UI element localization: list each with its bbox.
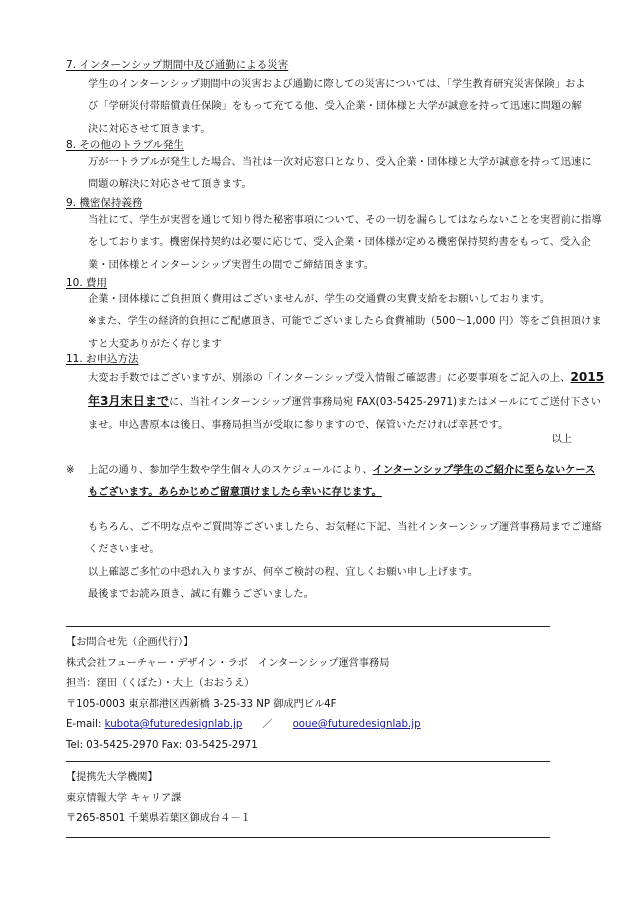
text-line: 企業・団体様にご負担頂く費用はございませんが、学生の交通費の実費支給をお願いしております。: [88, 294, 551, 305]
text-line: もございます。あらかじめご留意頂けましたら幸いに存じます。: [88, 487, 382, 498]
email-label: E-mail:: [66, 719, 105, 730]
section-heading-8: 8. その他のトラブル発生: [66, 139, 184, 151]
section-heading-7: 7. インターンシップ期間中及び通勤による災害: [66, 59, 289, 71]
email-link-ooue[interactable]: ooue@futuredesignlab.jp: [292, 719, 421, 730]
text-line: ※また、学生の経済的負担にご配慮頂き、可能でございましたら食費補助（500～1,000 円）等をご負担頂けま: [88, 316, 602, 328]
partner-title: 【提携先大学機関】: [66, 772, 158, 783]
contact-address: 〒105-0003 東京都港区西新橋 3-25-33 NP 御成門ビル4F: [66, 698, 337, 710]
section-body-11: [88, 366, 605, 437]
text-run: 大変お手数ではございますが、別添の「インターンシップ受入情報ご確認書」に必要事項をご記入の上、: [88, 373, 571, 384]
section-heading-11: 11. お申込方法: [66, 353, 139, 365]
note-text: [88, 460, 596, 504]
email-link-kubota[interactable]: kubota@futuredesignlab.jp: [104, 719, 243, 730]
partner-name: 東京情報大学 キャリア課: [66, 792, 182, 804]
partner-address: 〒265-8501 千葉県若葉区御成台４－１: [66, 813, 251, 824]
divider: [66, 761, 550, 762]
text-run: 上記の通り、参加学生数や学生個々人のスケジュールにより、: [88, 465, 373, 476]
deadline-date: 年3月末日まで: [88, 394, 170, 409]
text-run: に、当社インターンシップ運営事務局宛 FAX(03-5425-2971)またはメールにてご送付下さい: [169, 397, 602, 409]
email-separator: ／: [262, 719, 273, 730]
contact-company: 株式会社フューチャー・デザイン・ラボ インターンシップ運営事務局: [66, 657, 390, 669]
text-line: 学生のインターンシップ期間中の災害および通勤に際しての災害については、「学生教育研究災害保険」およ: [88, 79, 586, 90]
text-line: ませ。申込書原本は後日、事務局担当が受取に参りますので、保管いただければ幸甚です。: [88, 419, 509, 431]
contact-tel: Tel: 03-5425-2970 Fax: 03-5425-2971: [66, 739, 258, 751]
section-body-9: [88, 210, 602, 277]
text-line: [88, 460, 596, 482]
closing-paragraph: [88, 517, 602, 607]
text-line: [88, 390, 602, 414]
text-line: 決に対応させて頂きます。: [88, 123, 211, 135]
text-line: すと大変ありがたく存じます: [88, 338, 222, 350]
text-line: [88, 366, 605, 390]
section-body-7: [88, 74, 586, 141]
text-line: をしております。機密保持契約は必要に応じて、受入企業・団体様が定める機密保持契約書をもって、受入企: [88, 237, 591, 249]
contact-staff: 担当：窪田（くぼた）・大上（おおうえ）: [66, 678, 255, 689]
text-line: 万が一トラブルが発生した場合、当社は一次対応窓口となり、受入企業・団体様と大学が誠意を持って迅速に: [88, 157, 592, 168]
text-line: 当社にて、学生が実習を通じて知り得た秘密事項について、その一切を漏らしてはならないことを実習前に指導: [88, 215, 602, 226]
section-heading-10: 10. 費用: [66, 277, 108, 289]
section-body-10: [88, 289, 602, 356]
text-line: び「学研災付帯賠償責任保険」をもって充てる他、受入企業・団体様と大学が誠意を持って迅速に問題の解: [88, 101, 582, 113]
text-line: くださいませ。: [88, 544, 160, 556]
partner-block: [66, 768, 251, 830]
divider: [66, 626, 550, 627]
text-line: 問題の解決に対応させて頂きます。: [88, 179, 252, 191]
text-line: 業・団体様とインターンシップ実習生の間でご締結頂きます。: [88, 259, 375, 271]
note-mark: ※: [66, 465, 75, 476]
text-line: 最後までお読み頂き、誠に有難うございました。: [88, 589, 314, 601]
text-line: もちろん、ご不明な点やご質問等ございましたら、お気軽に下記、当社インターンシップ運営事務局までご連絡: [88, 522, 602, 533]
text-line: 以上確認ご多忙の中恐れ入りますが、何卒ご検討の程、宜しくお願い申し上げます。: [88, 566, 479, 578]
deadline-year: 2015: [570, 370, 605, 384]
divider: [66, 837, 550, 838]
note-emphasis: インターンシップ学生のご紹介に至らないケース: [372, 465, 596, 476]
contact-title: 【お問合せ先（企画代行）】: [66, 637, 194, 648]
closing-mark: 以上: [551, 434, 572, 445]
section-body-8: [88, 152, 592, 197]
contact-email-line: [66, 715, 421, 736]
section-heading-9: 9. 機密保持義務: [66, 197, 143, 209]
contact-block: [66, 633, 421, 756]
